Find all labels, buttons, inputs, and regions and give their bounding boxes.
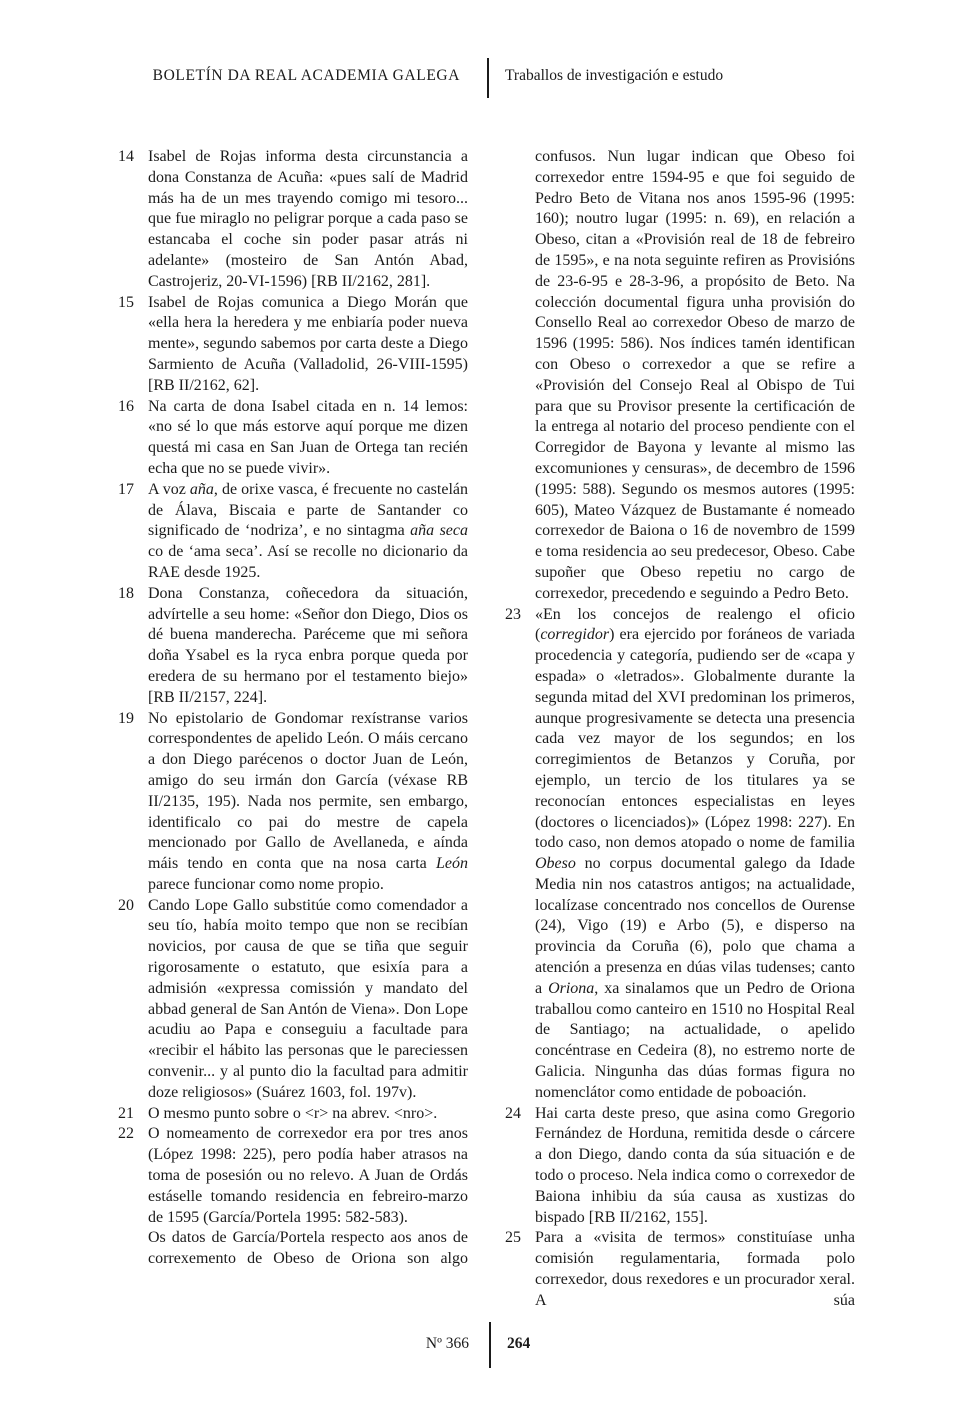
header-divider bbox=[487, 58, 489, 98]
page-number: 264 bbox=[507, 1335, 531, 1352]
text-segment: Cando Lope Gallo substitúe como comendador a seu tío, había moito tempo que non se recibían novicios, por causa de que se tiña que seguir rigorosamente o estatuto, que esixía para a admisión «expressa comissión y mandato del abbad general de San Antón de Viena». Don Lope acudiu ao Papa e conseguiu a facultade para «recibir el hábito las personas que le pareciessen convenir... y al punto dio la facultad para admitir doze religiosos» (Suárez 1603, fol. 197v). bbox=[148, 896, 468, 1101]
text-segment: No epistolario de Gondomar rexístranse varios correspondentes de apelido León. O máis cercano a don Diego parécenos o doctor Juan de León, amigo do seu irmán don García (véxase RB II/2135, 195). Nada nos permite, sen embargo, identificalo co pai do mestre de capela mencionado por Gallo de Avellaneda, e aínda máis tendo en conta que na nosa carta bbox=[148, 709, 468, 873]
note-item bbox=[118, 1104, 468, 1125]
note-number: 16 bbox=[118, 397, 134, 415]
note-number: 21 bbox=[118, 1104, 134, 1122]
note-text bbox=[535, 605, 855, 1104]
note-item bbox=[118, 709, 468, 896]
text-segment: Os datos de García/Portela respecto aos anos de correxemento de Obeso de Oriona son algo bbox=[148, 1229, 468, 1268]
note-number: 19 bbox=[118, 709, 134, 727]
text-segment: Na carta de dona Isabel citada en n. 14 lemos: «no sé lo que más estorve aquí porque me dizen questá mi casa en San Juan de Ortega tan recién echa que no se puede vivir». bbox=[148, 397, 468, 477]
note-item bbox=[505, 1104, 855, 1229]
note-text bbox=[148, 397, 468, 480]
italic-text-segment: corregidor bbox=[540, 626, 610, 644]
note-text bbox=[148, 1124, 468, 1228]
note-text bbox=[148, 1104, 468, 1125]
text-segment: parece funcionar como nome propio. bbox=[148, 875, 384, 893]
left-column bbox=[118, 147, 468, 1270]
note-item bbox=[505, 605, 855, 1104]
text-segment: Para a «visita de termos» constituíase unha comisión regulamentaria, formada polo correxedor, dous rexedores e un procurador xeral. A súa bbox=[535, 1229, 855, 1309]
italic-text-segment: aña seca bbox=[410, 522, 468, 540]
note-text bbox=[148, 293, 468, 397]
note-number: 22 bbox=[118, 1125, 134, 1143]
journal-title: BOLETÍN DA REAL ACADEMIA GALEGA bbox=[152, 67, 460, 84]
italic-text-segment: Oriona bbox=[548, 979, 595, 997]
italic-text-segment: Obeso bbox=[535, 855, 576, 873]
issue-number: Nº 366 bbox=[425, 1335, 469, 1352]
text-segment: , de orixe vasca, é frecuente no castelán de Álava, Biscaia e parte de Santander co significado de ‘nodriza’, e no sintagma bbox=[148, 480, 468, 540]
page-header bbox=[0, 58, 975, 98]
note-number bbox=[505, 147, 535, 605]
text-segment: co de ‘ama seca’. Así se recolle no dicionario da RAE desde 1925. bbox=[148, 543, 468, 581]
note-number bbox=[118, 1228, 148, 1270]
note-number: 24 bbox=[505, 1104, 521, 1122]
note-text bbox=[148, 709, 468, 896]
note-number: 14 bbox=[118, 148, 134, 165]
text-segment: O nomeamento de correxedor era por tres anos (López 1998: 225), pero podía haber atrasos na toma de posesión ou no relevo. A Juan de Ordás estáselle tomando residencia en febreiro-marzo de 1595 (García/Portela 1995: 582-583). bbox=[148, 1125, 468, 1226]
text-segment: Isabel de Rojas informa desta circunstancia a dona Constanza de Acuña: «pues salí de Madrid más ha de un mes trayendo comigo mi tesoro... que fue miraglo no peligrar porque a cada paso se estancaba el coche sin poder pasar atrás ni adelante» (mosteiro de San Antón Abad, Castrojeriz, 20-VI-1596) [RB II/2162, 281]. bbox=[148, 148, 468, 290]
note-text bbox=[148, 584, 468, 709]
text-segment: Isabel de Rojas comunica a Diego Morán que «ella hera la heredera y me enbiaría poder nueva mente», segundo sabemos por carta deste a Diego Sarmiento de Acuña (Valladolid, 26-VIII-1595) [RB II/2162, 62]. bbox=[148, 293, 468, 394]
text-segment: Hai carta deste preso, que asina como Gregorio Fernández de Horduna, remitida desde o cárcere a don Diego, dando conta da súa situación e de todo o proceso. Nela indica como o correxedor de Baiona inhibiu da súa causa as xustizas do bispado [RB II/2162, 155]. bbox=[535, 1104, 855, 1226]
note-item bbox=[118, 397, 468, 480]
note-continuation bbox=[118, 1228, 468, 1270]
italic-text-segment: León bbox=[436, 855, 468, 873]
note-text bbox=[535, 1228, 855, 1311]
note-number: 17 bbox=[118, 480, 134, 498]
text-segment: «En los concejos de realengo el oficio ( bbox=[535, 605, 855, 644]
note-text bbox=[148, 1228, 468, 1270]
note-text bbox=[148, 147, 468, 293]
note-text bbox=[535, 1104, 855, 1229]
text-segment: , xa sinalamos que un Pedro de Oriona traballou como canteiro en 1510 no Hospital Real de Santiago; na actualidade, o apelido concéntrase en Cedeira (8), no estremo norte de Galicia. Ningunha das dúas formas figura no nomenclátor como entidade de poboación. bbox=[535, 979, 855, 1101]
note-item bbox=[505, 1228, 855, 1311]
note-text bbox=[148, 896, 468, 1104]
text-segment: A voz bbox=[148, 480, 190, 498]
italic-text-segment: aña bbox=[189, 480, 214, 498]
text-segment: O mesmo punto sobre o <r> na abrev. <nro>. bbox=[148, 1104, 438, 1122]
note-item bbox=[118, 1124, 468, 1228]
note-text bbox=[148, 480, 468, 584]
note-continuation bbox=[505, 147, 855, 605]
right-column bbox=[505, 147, 855, 1312]
note-number: 18 bbox=[118, 584, 134, 602]
note-item bbox=[118, 584, 468, 709]
footer-divider bbox=[489, 1322, 491, 1368]
page-footer bbox=[0, 1322, 975, 1368]
note-item bbox=[118, 480, 468, 584]
note-text bbox=[535, 147, 855, 605]
note-number: 23 bbox=[505, 605, 521, 623]
note-item bbox=[118, 147, 468, 293]
text-segment: ) era ejercido por foráneos de variada procedencia y categoría, pudiendo ser de «capa y espada» o «letrados». Globalmente durante la segunda mitad del XVI predominan los primeros, aunque progresivamente se detecta una presencia cada vez mayor de los segundos; en los corregimientos de Betanzos y Coruña, por ejemplo, un tercio de los titulares ya se reconocían entonces especialistas en leyes (doctores o licenciados)» (López 1998: 227). En todo caso, non demos atopado o nome de familia bbox=[535, 626, 855, 852]
text-segment: Dona Constanza, coñecedora da situación, advírtelle a seu home: «Señor don Diego, Dios os dé buena manderecha. Paréceme que mi señora doña Ysabel es la ryca enbra porque queda por eredera de su hermano por el testamento biejo» [RB II/2157, 224]. bbox=[148, 584, 468, 706]
note-number: 15 bbox=[118, 293, 134, 311]
text-segment: no corpus documental galego da Idade Media nin nos catastros antigos; na actualidade, localízase concentrado nos concellos de Ourense (24), Vigo (19) e Arbo (5), e disperso na provincia da Coruña (6), polo que chama a atención a presenza en dúas vilas tudenses; canto a bbox=[535, 855, 855, 997]
note-number: 25 bbox=[505, 1229, 521, 1247]
section-title: Traballos de investigación e estudo bbox=[505, 67, 724, 84]
note-number: 20 bbox=[118, 896, 134, 914]
note-item bbox=[118, 293, 468, 397]
note-item bbox=[118, 896, 468, 1104]
text-segment: confusos. Nun lugar indican que Obeso foi correxedor entre 1594-95 e que foi seguido de Pedro Beto de Vitana nos anos 1595-96 (1995: 160); noutro lugar (1995: n. 69), en relación a Obeso, citan a «Provisión real de 18 de febreiro de 1595», e na nota seguinte refiren as Provisións de 23-6-95 e 28-3-96, a propósito de Beto. Na colección documental figura unha provisión do Consello Real ao correxedor Obeso de marzo de 1596 (1995: 586). Nos índices tamén identifican con Obeso o correxedor a que se refire a «Provisión del Consejo Real al Obispo de Tui para que su Provisor presente la certificación de la entrega al notario del proceso pendiente con el Corregidor de Bayona y levante al mismo las excomuniones y censuras», de decembro de 1596 (1995: 588). Segundo os mesmos autores (1995: 605), Mateo Vázquez de Bustamante é nomeado correxedor de Baiona o 16 de novembro de 1599 e toma residencia ao seu predecesor, Obeso. Cabe supoñer que Obeso repetiu no cargo de correxedor, precedendo e seguindo a Pedro Beto. bbox=[535, 148, 855, 602]
